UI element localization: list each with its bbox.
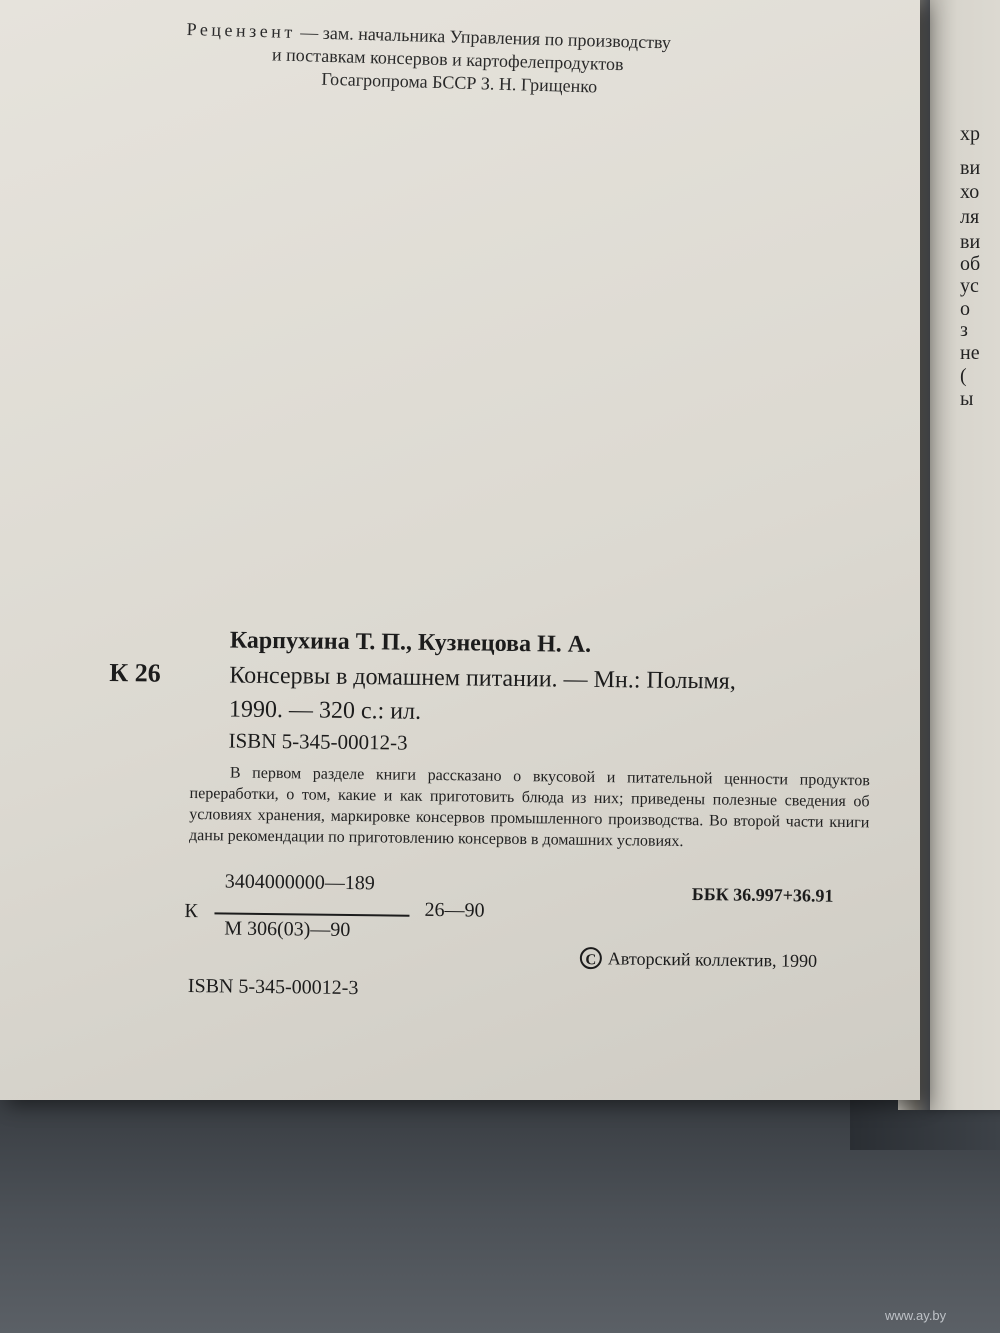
watermark: www.ay.by <box>885 1308 947 1323</box>
copyright-text: Авторский коллектив, 1990 <box>607 948 818 971</box>
bbk-code: ББК 36.997+36.91 <box>691 884 834 906</box>
reviewer-lead: Рецензент <box>186 18 297 43</box>
right-page-fragment: хо <box>960 181 980 203</box>
right-page-fragment: ус <box>960 275 979 297</box>
reviewer-line-3: Госагропрома БССР З. Н. Грищенко <box>321 68 598 97</box>
right-page <box>930 0 1000 1110</box>
reviewer-line-1-rest: — зам. начальника Управления по производству <box>295 22 672 53</box>
isbn-bottom: ISBN 5-345-00012-3 <box>187 975 359 1000</box>
reviewer-line-2: и поставкам консервов и картофелепродуктов <box>271 44 624 75</box>
right-page-fragment: о <box>960 298 970 320</box>
catalog-card <box>108 622 890 763</box>
formula-suffix: 26—90 <box>424 898 485 922</box>
reviewer-block <box>185 18 797 104</box>
copyright <box>580 948 817 974</box>
right-page-fragment: не <box>960 342 980 364</box>
authors: Карпухина Т. П., Кузнецова Н. А. <box>229 627 592 658</box>
formula-numerator: 3404000000—189 <box>224 870 375 895</box>
right-page-fragment: ( <box>960 365 967 387</box>
right-page-fragment: ы <box>960 388 974 410</box>
isbn-top: ISBN 5-345-00012-3 <box>228 728 408 755</box>
formula-letter: К <box>184 899 198 923</box>
abstract-text: В первом разделе книги рассказано о вкусовой и питательной ценности продуктов переработки, о том, какие и как приготовить блюда из них; приведены полезные сведения об условиях хранения, маркировке консервов промышленного производства. Во второй части книги даны рекомендации по приготовлению консервов в домашних условиях. <box>188 764 870 851</box>
right-page-fragment: хр <box>960 123 980 145</box>
catalog-index: К 26 <box>109 657 161 688</box>
formula-denominator: М 306(03)—90 <box>224 917 351 942</box>
right-page-fragment: з <box>960 319 968 341</box>
catalog-formula <box>184 870 525 964</box>
year-pages: 1990. — 320 с.: ил. <box>228 696 422 725</box>
abstract <box>189 762 870 854</box>
copyright-icon: C <box>580 947 602 969</box>
right-page-fragment: ля <box>960 206 980 228</box>
right-page-fragment: ви <box>960 157 981 179</box>
book-title: Консервы в домашнем питании. — Мн.: Полымя, <box>229 662 736 695</box>
right-page-fragment: об <box>960 253 981 275</box>
formula-fraction-bar <box>214 912 409 916</box>
right-page-fragment: ви <box>960 231 981 253</box>
